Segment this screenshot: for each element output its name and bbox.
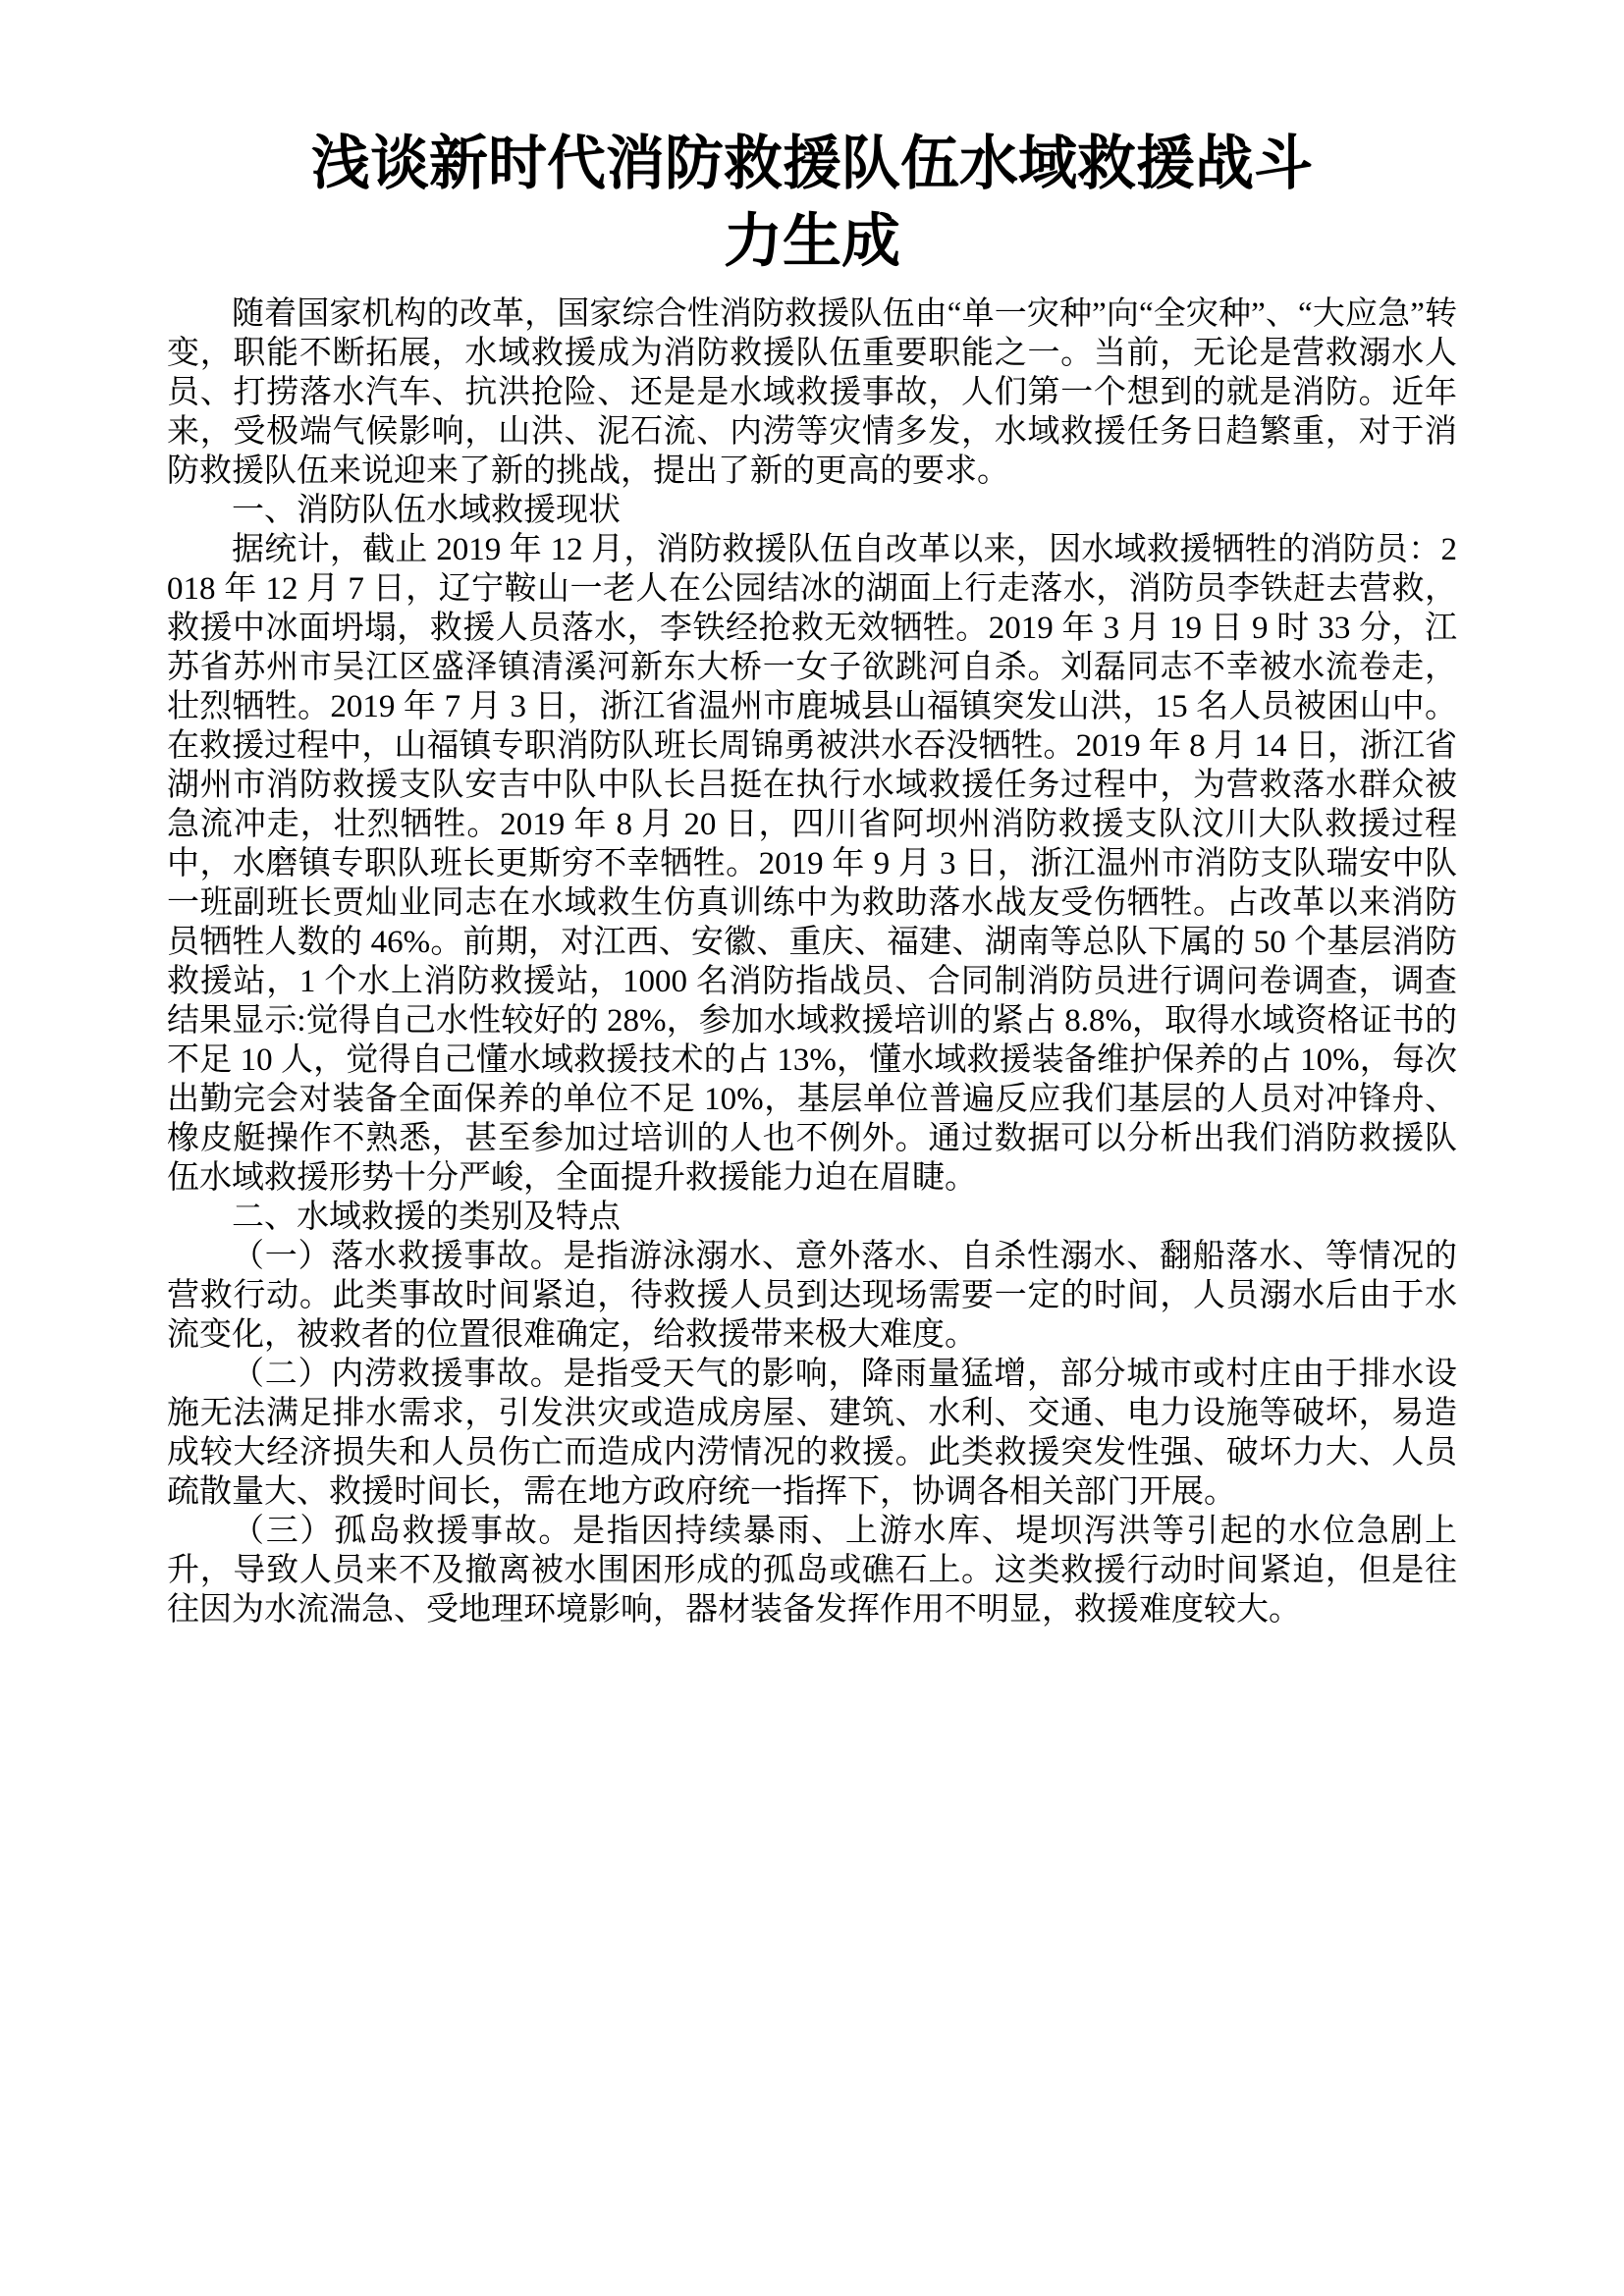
document-title: 浅谈新时代消防救援队伍水域救援战斗力生成: [311, 132, 1313, 275]
paragraph: （三）孤岛救援事故。是指因持续暴雨、上游水库、堤坝泻洪等引起的水位急剧上升，导致人员来不及撤离被水围困形成的孤岛或礁石上。这类救援行动时间紧迫，但是往往因为水流湍急、受地理环境影响，器材装备发挥作用不明显，救援难度较大。: [167, 1514, 1457, 1629]
paragraph: 一、消防队伍水域救援现状: [232, 493, 621, 529]
paragraph: （二）内涝救援事故。是指受天气的影响，降雨量猛增，部分城市或村庄由于排水设施无法满足排水需求，引发洪灾或造成房屋、建筑、水利、交通、电力设施等破坏，易造成较大经济损失和人员伤亡而造成内涝情况的救援。此类救援突发性强、破坏力大、人员疏散量大、救援时间长，需在地方政府统一指挥下，协调各相关部门开展。: [167, 1357, 1457, 1511]
paragraph: 据统计，截止 2019 年 12 月，消防救援队伍自改革以来，因水域救援牺牲的消防员：2018 年 12 月 7 日，辽宁鞍山一老人在公园结冰的湖面上行走落水，消防员李铁赶去营救，救援中冰面坍塌，救援人员落水，李铁经抢救无效牺牲。2019 年 3 月 19 日 9 时 33 分，江苏省苏州市吴江区盛泽镇清溪河新东大桥一女子欲跳河自杀。刘磊同志不幸被水流卷走，壮烈牺牲。2019 年 7 月 3 日，浙江省温州市鹿城县山福镇突发山洪，15 名人员被困山中。在救援过程中，山福镇专职消防队班长周锦勇被洪水吞没牺牲。2019 年 8 月 14 日，浙江省湖州市消防救援支队安吉中队中队长吕挺在执行水域救援任务过程中，为营救落水群众被急流冲走，壮烈牺牲。2019 年 8 月 20 日，四川省阿坝州消防救援支队汶川大队救援过程中，水磨镇专职队班长更斯穷不幸牺牲。2019 年 9 月 3 日，浙江温州市消防支队瑞安中队一班副班长贾灿业同志在水域救生仿真训练中为救助落水战友受伤牺牲。占改革以来消防员牺牲人数的 46%。前期，对江西、安徽、重庆、福建、湖南等总队下属的 50 个基层消防救援站，1 个水上消防救援站，1000 名消防指战员、合同制消防员进行调问卷调查，调查结果显示:觉得自己水性较好的 28%，参加水域救援培训的紧占 8.8%，取得水域资格证书的不足 10 人，觉得自己懂水域救援技术的占 13%，懂水域救援装备维护保养的占 10%，每次出勤完会对装备全面保养的单位不足 10%，基层单位普遍反应我们基层的人员对冲锋舟、橡皮艇操作不熟悉，甚至参加过培训的人也不例外。通过数据可以分析出我们消防救援队伍水域救援形势十分严峻，全面提升救援能力迫在眉睫。: [167, 532, 1457, 1197]
paragraph: 随着国家机构的改革，国家综合性消防救援队伍由“单一灾种”向“全灾种”、“大应急”转变，职能不断拓展，水域救援成为消防救援队伍重要职能之一。当前，无论是营救溺水人员、打捞落水汽车、抗洪抢险、还是是水域救援事故，人们第一个想到的就是消防。近年来，受极端气候影响，山洪、泥石流、内涝等灾情多发，水域救援任务日趋繁重，对于消防救援队伍来说迎来了新的挑战，提出了新的更高的要求。: [167, 296, 1457, 490]
paragraph: （一）落水救援事故。是指游泳溺水、意外落水、自杀性溺水、翻船落水、等情况的营救行动。此类事故时间紧迫，待救援人员到达现场需要一定的时间，人员溺水后由于水流变化，被救者的位置很难确定，给救援带来极大难度。: [167, 1239, 1457, 1354]
paragraph: 二、水域救援的类别及特点: [232, 1200, 621, 1236]
document-body: [167, 294, 1457, 1629]
